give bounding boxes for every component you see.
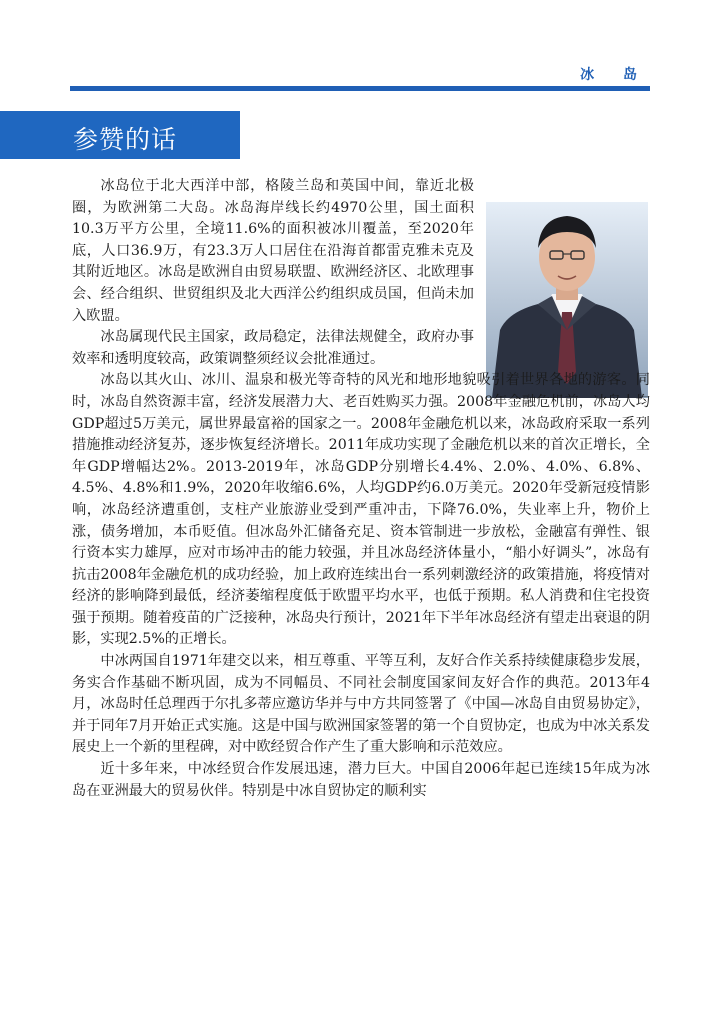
paragraph: 冰岛以其火山、冰川、温泉和极光等奇特的风光和地形地貌吸引着世界各地的游客。同时，冰岛自然资源丰富，经济发展潜力大、老百姓购买力强。2008年金融危机前，冰岛人均GDP超过5万美元，属世界最富裕的国家之一。2008年金融危机以来，冰岛政府采取一系列措施推动经济复苏，逐步恢复经济增长。2011年成功实现了金融危机以来的首次正增长，全年GDP增幅达2%。2013-2019年，冰岛GDP分别增长4.4%、2.0%、4.0%、6.8%、4.5%、4.8%和1.9%，2020年收缩6.6%，人均GDP约6.0万美元。2020年受新冠疫情影响，冰岛经济遭重创，支柱产业旅游业受到严重冲击，下降76.0%，失业率上升，物价上涨，债务增加，本币贬值。但冰岛外汇储备充足、资本管制进一步放松，金融富有弹性、银行资本实力雄厚，应对市场冲击的能力较强，并且冰岛经济体量小，“船小好调头”，冰岛有抗击2008年金融危机的成功经验，加上政府连续出台一系列刺激经济的政策措施，将疫情对经济的影响降到最低，经济萎缩程度低于欧盟平均水平，也低于预期。私人消费和住宅投资强于预期。随着疫苗的广泛接种，冰岛央行预计，2021年下半年冰岛经济有望走出衰退的阴影，实现2.5%的正增长。: [72, 372, 650, 648]
article-body: [72, 176, 650, 802]
section-title-bar: [0, 111, 240, 159]
paragraph: 中冰两国自1971年建交以来，相互尊重、平等互利，友好合作关系持续健康稳步发展，务实合作基础不断巩固，成为不同幅员、不同社会制度国家间友好合作的典范。2013年4月，冰岛时任总理西于尔扎多蒂应邀访华并与中方共同签署了《中国—冰岛自由贸易协定》，并于同年7月开始正式实施。这是中国与欧洲国家签署的第一个自贸协定，也成为中冰关系发展史上一个新的里程碑，对中欧经贸合作产生了重大影响和示范效应。: [72, 653, 650, 756]
section-title: 参赞的话: [73, 125, 178, 154]
header-rule: [70, 86, 650, 91]
paragraph: 近十多年来，中冰经贸合作发展迅速，潜力巨大。中国自2006年起已连续15年成为冰岛在亚洲最大的贸易伙伴。特别是中冰自贸协定的顺利实: [72, 761, 650, 799]
paragraph: 冰岛属现代民主国家，政局稳定，法律法规健全，政府办事效率和透明度较高，政策调整须经议会批准通过。: [72, 329, 474, 367]
paragraph: 冰岛位于北大西洋中部，格陵兰岛和英国中间，靠近北极圈，为欧洲第二大岛。冰岛海岸线长约4970公里，国土面积10.3万平方公里，全境11.6%的面积被冰川覆盖，至2020年底，人口36.9万，有23.3万人口居住在沿海首都雷克雅未克及其附近地区。冰岛是欧洲自由贸易联盟、欧洲经济区、北欧理事会、经合组织、世贸组织及北大西洋公约组织成员国，但尚未加入欧盟。: [72, 178, 474, 324]
running-header-title: 冰 岛: [580, 67, 649, 83]
